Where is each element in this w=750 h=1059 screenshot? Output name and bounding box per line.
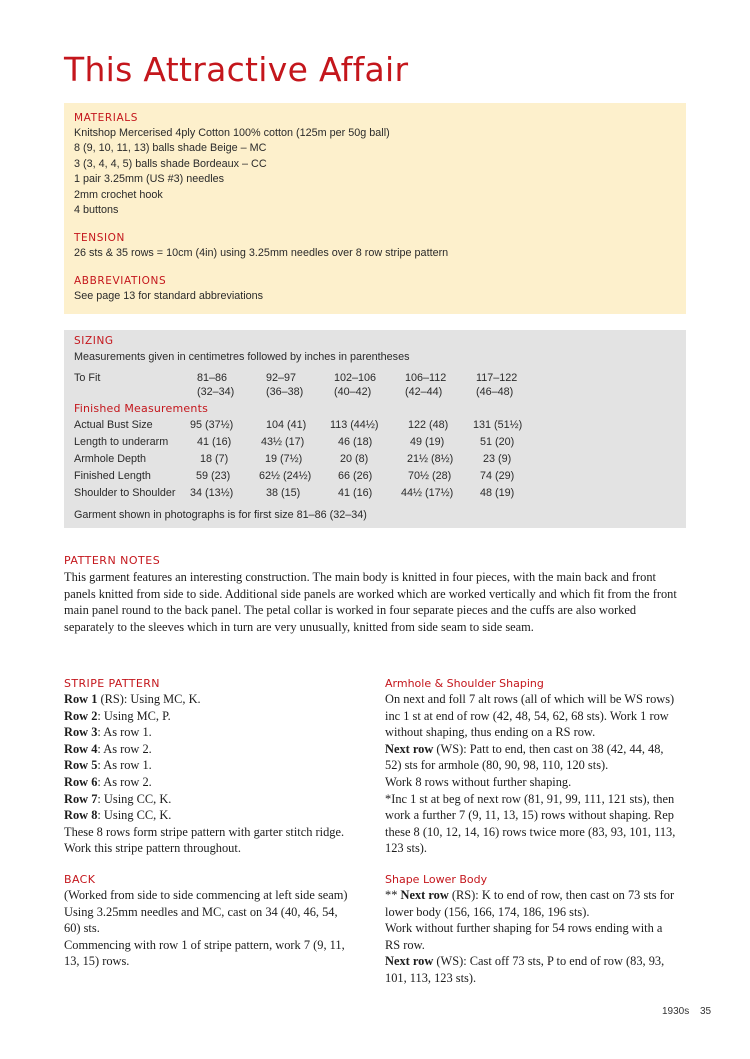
back-line: 13, 15) rows. bbox=[64, 954, 130, 969]
to-fit-cell: (46–48) bbox=[476, 386, 514, 398]
sizing-intro: Measurements given in centimetres followed by inches in parentheses bbox=[74, 351, 410, 363]
row-label: Row 5 bbox=[64, 758, 98, 773]
armhole-line: Work 8 rows without further shaping. bbox=[385, 774, 572, 789]
row-label: Row 4 bbox=[64, 741, 98, 756]
stripe-pattern-heading: STRIPE PATTERN bbox=[64, 677, 160, 690]
stripe-row: Row 5: As row 1. bbox=[64, 758, 152, 773]
to-fit-cell: (40–42) bbox=[334, 386, 372, 398]
measure-cell: 20 (8) bbox=[340, 453, 369, 465]
armhole-heading: Armhole & Shoulder Shaping bbox=[385, 677, 544, 690]
measure-cell: 104 (41) bbox=[266, 419, 307, 431]
materials-line: 4 buttons bbox=[74, 204, 119, 217]
lower-next-row: ** Next row (RS): K to end of row, then cast on 73 sts for bbox=[385, 888, 675, 902]
row-label: Row 3 bbox=[64, 725, 98, 740]
to-fit-cell: 81–86 bbox=[197, 372, 228, 384]
lower-line: RS row. bbox=[385, 937, 425, 952]
armhole-next-row: Next row (WS): Patt to end, then cast on 38 (42, 44, 48, bbox=[385, 741, 664, 756]
back-heading: BACK bbox=[64, 873, 96, 886]
measure-cell: 46 (18) bbox=[338, 436, 373, 448]
sizing-note: Garment shown in photographs is for first size 81–86 (32–34) bbox=[74, 509, 367, 521]
measure-cell: 66 (26) bbox=[338, 470, 373, 482]
abbreviations-heading: ABBREVIATIONS bbox=[74, 275, 167, 287]
materials-line: 1 pair 3.25mm (US #3) needles bbox=[74, 173, 225, 186]
stripe-row: Row 6: As row 2. bbox=[64, 774, 152, 789]
lower-line: Work without further shaping for 54 rows ending with a bbox=[385, 921, 663, 936]
measure-cell: 49 (19) bbox=[410, 436, 445, 448]
to-fit-cell: (32–34) bbox=[197, 386, 235, 398]
back-text bbox=[64, 887, 348, 970]
measure-cell: 18 (7) bbox=[200, 453, 229, 465]
back-line: 60) sts. bbox=[64, 921, 100, 936]
page-title: This Attractive Affair bbox=[64, 50, 409, 89]
measure-cell: 95 (37½) bbox=[190, 419, 234, 431]
pattern-notes-line: main panel round to the back panel. The petal collar is worked in four separate pieces and the cuffs are also worked bbox=[64, 603, 637, 618]
back-line: (Worked from side to side commencing at left side seam) bbox=[64, 888, 348, 902]
row-label: Row 8 bbox=[64, 808, 98, 823]
measure-cell: 19 (7½) bbox=[265, 453, 303, 465]
pattern-notes-text bbox=[64, 569, 677, 635]
stripe-row: Row 7: Using CC, K. bbox=[64, 791, 172, 806]
pattern-notes-line: separately to the sleeves which in turn are very unusually, knitted from side seam to side seam. bbox=[64, 619, 534, 634]
measure-cell: 21½ (8½) bbox=[407, 453, 454, 465]
materials-line: 3 (3, 4, 4, 5) balls shade Bordeaux – CC bbox=[74, 157, 267, 170]
measure-cell: 59 (23) bbox=[196, 470, 231, 482]
stripe-row: Row 3: As row 1. bbox=[64, 725, 152, 740]
measure-cell: 38 (15) bbox=[266, 487, 301, 499]
pattern-notes-line: This garment features an interesting construction. The main body is knitted in four pieces, with the main back and front bbox=[64, 570, 656, 584]
stripe-row: Row 1 (RS): Using MC, K. bbox=[64, 692, 201, 706]
stripe-pattern-list bbox=[64, 691, 344, 857]
finished-measurements-heading: Finished Measurements bbox=[74, 402, 209, 415]
lower-line: 101, 113, 123 sts). bbox=[385, 970, 477, 985]
materials-list bbox=[74, 126, 390, 218]
shape-lower-body-text bbox=[385, 887, 674, 987]
measure-cell: 34 (13½) bbox=[190, 487, 234, 499]
measure-label: Armhole Depth bbox=[74, 453, 147, 465]
footer-section: 1930s bbox=[662, 1006, 690, 1017]
to-fit-cell: (42–44) bbox=[405, 386, 443, 398]
armhole-line: 123 sts). bbox=[385, 841, 427, 856]
measure-cell: 74 (29) bbox=[480, 470, 515, 482]
materials-line: 8 (9, 10, 11, 13) balls shade Beige – MC bbox=[74, 142, 267, 155]
measure-cell: 70½ (28) bbox=[408, 470, 452, 482]
measure-cell: 23 (9) bbox=[483, 453, 512, 465]
materials-line: 2mm crochet hook bbox=[74, 188, 163, 201]
measure-cell: 43½ (17) bbox=[261, 436, 305, 448]
page-number: 35 bbox=[700, 1006, 712, 1017]
measure-cell: 48 (19) bbox=[480, 487, 515, 499]
shape-lower-body-heading: Shape Lower Body bbox=[385, 873, 488, 886]
back-line: Commencing with row 1 of stripe pattern, work 7 (9, 11, bbox=[64, 937, 345, 952]
tension-text: 26 sts & 35 rows = 10cm (4in) using 3.25mm needles over 8 row stripe pattern bbox=[74, 247, 449, 259]
armhole-text bbox=[385, 691, 675, 857]
sizing-heading: SIZING bbox=[74, 335, 114, 347]
to-fit-label: To Fit bbox=[74, 372, 101, 384]
to-fit-cell: 102–106 bbox=[334, 372, 377, 384]
measure-label: Actual Bust Size bbox=[74, 419, 153, 431]
armhole-line: On next and foll 7 alt rows (all of which will be WS rows) bbox=[385, 692, 675, 706]
materials-line: Knitshop Mercerised 4ply Cotton 100% cotton (125m per 50g ball) bbox=[74, 127, 390, 139]
materials-heading: MATERIALS bbox=[74, 112, 138, 124]
measure-cell: 41 (16) bbox=[197, 436, 232, 448]
back-line: Using 3.25mm needles and MC, cast on 34 (40, 46, 54, bbox=[64, 904, 338, 919]
armhole-line: *Inc 1 st at beg of next row (81, 91, 99, 111, 121 sts), then bbox=[385, 791, 675, 806]
to-fit-cell: 106–112 bbox=[405, 372, 447, 384]
pattern-notes-heading: PATTERN NOTES bbox=[64, 554, 161, 567]
armhole-line: these 8 (10, 12, 14, 16) rows twice more (83, 93, 101, 113, bbox=[385, 824, 676, 839]
lower-line: lower body (156, 166, 174, 186, 196 sts). bbox=[385, 904, 590, 919]
measure-label: Length to underarm bbox=[74, 436, 169, 448]
to-fit-cell: 117–122 bbox=[476, 372, 518, 384]
stripe-trailing: These 8 rows form stripe pattern with garter stitch ridge. bbox=[64, 824, 345, 839]
materials-box bbox=[64, 103, 686, 314]
armhole-line: without shaping, thus ending on a RS row. bbox=[385, 725, 596, 740]
stripe-row: Row 4: As row 2. bbox=[64, 741, 152, 756]
armhole-line: work a further 7 (9, 11, 13, 15) rows without shaping. Rep bbox=[385, 808, 674, 823]
measure-cell: 44½ (17½) bbox=[401, 487, 454, 499]
tension-heading: TENSION bbox=[74, 232, 125, 244]
armhole-line: inc 1 st at end of row (42, 48, 54, 62, 68 sts). Work 1 row bbox=[385, 708, 669, 723]
row-label: Row 6 bbox=[64, 774, 98, 789]
sizing-box bbox=[64, 330, 686, 528]
measure-cell: 62½ (24½) bbox=[259, 470, 312, 482]
armhole-line: 52) sts for armhole (80, 90, 98, 110, 120 sts). bbox=[385, 758, 609, 773]
measure-label: Shoulder to Shoulder bbox=[74, 487, 176, 499]
stripe-row: Row 8: Using CC, K. bbox=[64, 808, 172, 823]
pattern-notes-line: panels knitted from side to side. Additional side panels are worked which are worked vertically and which fit from the front bbox=[64, 586, 677, 601]
measure-cell: 131 (51½) bbox=[473, 419, 523, 431]
measure-cell: 113 (44½) bbox=[330, 419, 379, 431]
row-label: Row 2 bbox=[64, 708, 98, 723]
abbreviations-text: See page 13 for standard abbreviations bbox=[74, 290, 264, 302]
to-fit-cell: (36–38) bbox=[266, 386, 304, 398]
lower-next-row: Next row (WS): Cast off 73 sts, P to end of row (83, 93, bbox=[385, 954, 665, 969]
measure-label: Finished Length bbox=[74, 470, 151, 482]
row-label: Row 7 bbox=[64, 791, 98, 806]
measure-cell: 51 (20) bbox=[480, 436, 515, 448]
measure-cell: 41 (16) bbox=[338, 487, 373, 499]
measure-cell: 122 (48) bbox=[408, 419, 449, 431]
to-fit-cell: 92–97 bbox=[266, 372, 297, 384]
stripe-trailing: Work this stripe pattern throughout. bbox=[64, 841, 241, 856]
row-label: Row 1 bbox=[64, 692, 98, 706]
stripe-row: Row 2: Using MC, P. bbox=[64, 708, 171, 723]
